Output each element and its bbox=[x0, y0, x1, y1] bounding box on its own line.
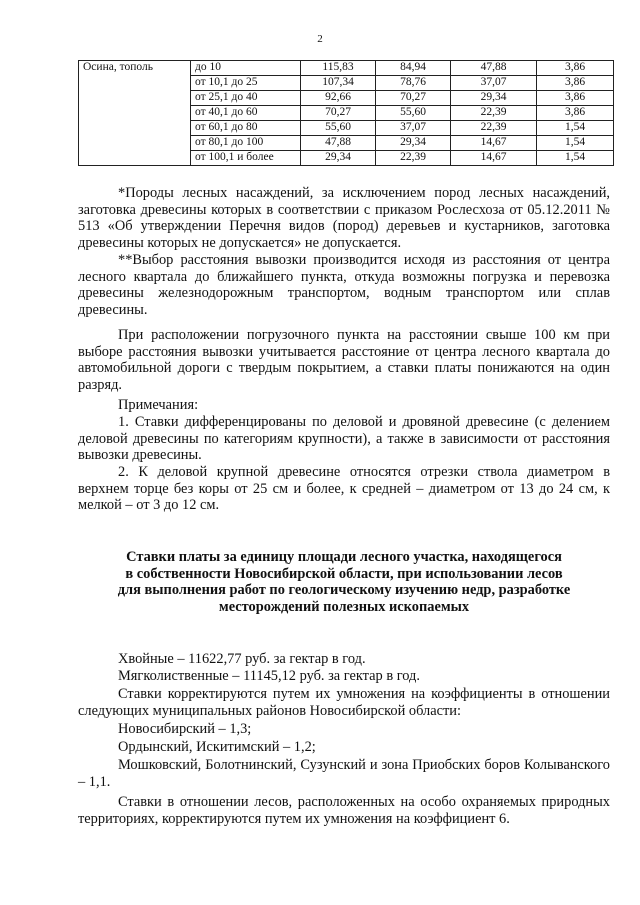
range-cell: от 60,1 до 80 bbox=[191, 121, 301, 136]
rate-cell: 1,54 bbox=[537, 136, 614, 151]
range-cell: от 80,1 до 100 bbox=[191, 136, 301, 151]
footnote-species: *Породы лесных насаждений, за исключением пород лесных насаждений, заготовка древесины которых в соответствии с приказом Рослесхоза от 05.12.2011 № 513 «Об утверждении Перечня видов (пород) деревьев и кустарников, заготовка древесины которых не допускается» не допускается. bbox=[78, 185, 610, 251]
remark-2: 2. К деловой крупной древесине относятся отрезки ствола диаметром в верхнем торце без коры от 25 см и более, к средней – диаметром от 13 до 24 см, к мелкой – от 3 до 12 см. bbox=[78, 464, 610, 514]
species-cell: Осина, тополь bbox=[79, 61, 191, 166]
coniferous-rate: Хвойные – 11622,77 руб. за гектар в год. bbox=[118, 651, 366, 667]
rate-cell: 14,67 bbox=[451, 136, 537, 151]
adjustment-paragraph: Ставки корректируются путем их умножения на коэффициенты в отношении следующих муниципальных районов Новосибирской области: bbox=[78, 686, 610, 719]
heading-line: для выполнения работ по геологическому изучению недр, разработке bbox=[117, 582, 571, 599]
district-coefficient-1: Новосибирский – 1,3; bbox=[118, 721, 252, 737]
heading-line: Ставки платы за единицу площади лесного участка, находящегося bbox=[126, 549, 562, 565]
rate-cell: 55,60 bbox=[376, 106, 451, 121]
rate-cell: 107,34 bbox=[301, 76, 376, 91]
rate-cell: 22,39 bbox=[451, 106, 537, 121]
rate-cell: 92,66 bbox=[301, 91, 376, 106]
rate-cell: 3,86 bbox=[537, 76, 614, 91]
protected-areas-paragraph: Ставки в отношении лесов, расположенных на особо охраняемых природных территориях, корректируются путем их умножения на коэффициент 6. bbox=[78, 794, 610, 827]
page-number: 2 bbox=[317, 33, 323, 45]
deciduous-rate: Мягколиственные – 11145,12 руб. за гектар в год. bbox=[118, 668, 420, 684]
district-coefficient-2: Ордынский, Искитимский – 1,2; bbox=[118, 739, 316, 755]
remarks-title: Примечания: bbox=[118, 397, 199, 413]
heading-line: в собственности Новосибирской области, при использовании лесов bbox=[125, 565, 563, 582]
section-heading bbox=[78, 549, 610, 615]
table-row bbox=[79, 61, 614, 76]
rate-cell: 37,07 bbox=[451, 76, 537, 91]
rate-cell: 22,39 bbox=[376, 151, 451, 166]
rate-cell: 22,39 bbox=[451, 121, 537, 136]
range-cell: от 40,1 до 60 bbox=[191, 106, 301, 121]
rate-cell: 47,88 bbox=[301, 136, 376, 151]
rate-cell: 55,60 bbox=[301, 121, 376, 136]
range-cell: от 25,1 до 40 bbox=[191, 91, 301, 106]
rate-cell: 29,34 bbox=[301, 151, 376, 166]
rate-cell: 37,07 bbox=[376, 121, 451, 136]
remark-1: 1. Ставки дифференцированы по деловой и дровяной древесине (с делением деловой древесины по категориям крупности), а также в зависимости от расстояния вывозки древесины. bbox=[78, 414, 610, 464]
rate-cell: 115,83 bbox=[301, 61, 376, 76]
district-coefficient-3: Мошковский, Болотнинский, Сузунский и зона Приобских боров Колыванского – 1,1. bbox=[78, 757, 610, 790]
rate-cell: 14,67 bbox=[451, 151, 537, 166]
rate-cell: 70,27 bbox=[301, 106, 376, 121]
rate-cell: 47,88 bbox=[451, 61, 537, 76]
rate-cell: 3,86 bbox=[537, 106, 614, 121]
rate-cell: 1,54 bbox=[537, 151, 614, 166]
footnote-distance: **Выбор расстояния вывозки производится исходя из расстояния от центра лесного квартала до ближайшего пункта, откуда возможны погрузка и перевозка древесины железнодорожным транспортом, водным транспортом или сплав древесины. bbox=[78, 252, 610, 318]
rate-cell: 1,54 bbox=[537, 121, 614, 136]
rate-cell: 29,34 bbox=[451, 91, 537, 106]
range-cell: до 10 bbox=[191, 61, 301, 76]
range-cell: от 10,1 до 25 bbox=[191, 76, 301, 91]
loading-point-paragraph: При расположении погрузочного пункта на расстоянии свыше 100 км при выборе расстояния вывозки учитывается расстояние от центра лесного квартала до автомобильной дороги с твердым покрытием, а ставки платы понижаются на один разряд. bbox=[78, 327, 610, 393]
heading-line: месторождений полезных ископаемых bbox=[218, 598, 470, 615]
rate-cell: 3,86 bbox=[537, 61, 614, 76]
rate-cell: 78,76 bbox=[376, 76, 451, 91]
rate-cell: 70,27 bbox=[376, 91, 451, 106]
rate-cell: 29,34 bbox=[376, 136, 451, 151]
rate-cell: 3,86 bbox=[537, 91, 614, 106]
rates-table bbox=[78, 60, 614, 166]
range-cell: от 100,1 и более bbox=[191, 151, 301, 166]
rate-cell: 84,94 bbox=[376, 61, 451, 76]
